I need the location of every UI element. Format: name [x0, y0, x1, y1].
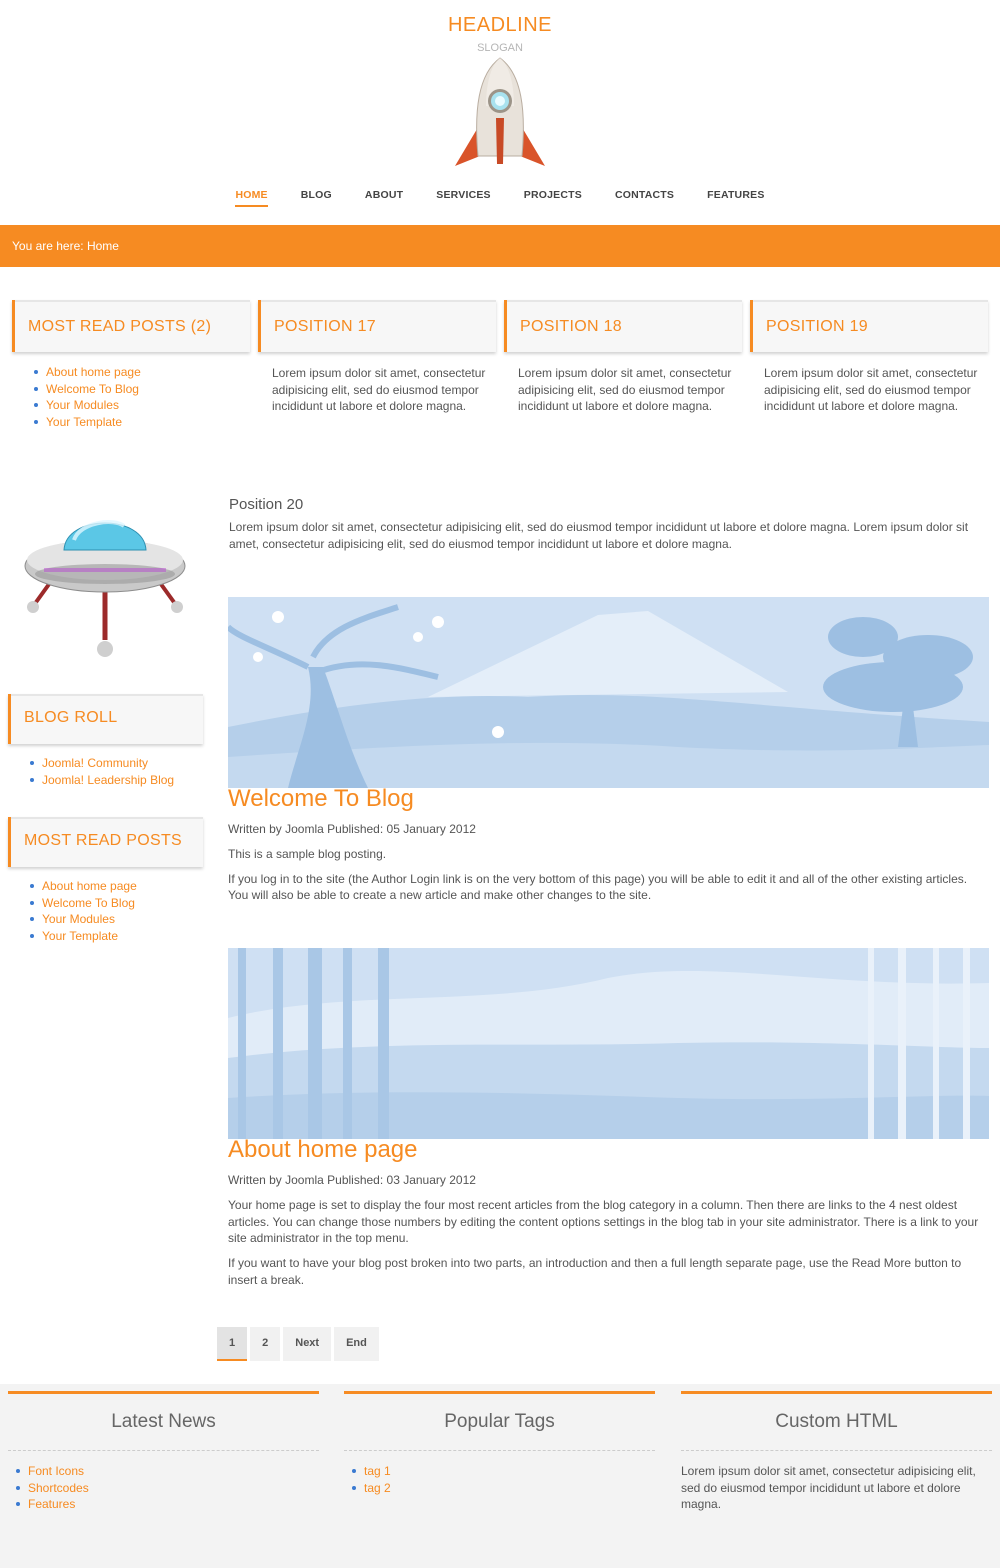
- position-18-module: [504, 300, 742, 415]
- list-item[interactable]: Your Modules: [30, 911, 203, 928]
- list-item[interactable]: Welcome To Blog: [34, 381, 250, 398]
- latest-news-module: [8, 1391, 319, 1513]
- position-19-module: [750, 300, 988, 415]
- module-title: Popular Tags: [344, 1394, 655, 1451]
- list-item[interactable]: About home page: [30, 878, 203, 895]
- module-header: [504, 300, 742, 352]
- end-page-button[interactable]: End: [334, 1327, 379, 1361]
- site-header: [0, 0, 1000, 225]
- module-text: Lorem ipsum dolor sit amet, consectetur adipisicing elit, sed do eiusmod tempor incididunt ut labore et dolore magna.: [764, 366, 978, 414]
- tag-item[interactable]: tag 1: [352, 1463, 655, 1480]
- nav-features[interactable]: FEATURES: [707, 189, 765, 201]
- link-list: [12, 352, 250, 431]
- article-paragraph: Your home page is set to display the four most recent articles from the blog category in a column. Then there are links to the 4 nest oldest articles. You can change those numbers by editing the content options settings in the blog tab in your site administrator. There is a link to your site administrator in the top menu.: [228, 1198, 979, 1246]
- next-page-button[interactable]: Next: [283, 1327, 331, 1361]
- footer: [0, 1384, 1000, 1568]
- nav-projects[interactable]: PROJECTS: [523, 189, 582, 201]
- module-header: [8, 817, 203, 867]
- list-item[interactable]: Welcome To Blog: [30, 895, 203, 912]
- sidebar-most-read-module: [8, 817, 203, 945]
- module-header: [8, 694, 203, 744]
- module-header: [258, 300, 496, 352]
- breadcrumb: [0, 225, 1000, 267]
- list-item[interactable]: Shortcodes: [16, 1480, 319, 1497]
- article-image-bamboo: [228, 948, 989, 1139]
- module-title: POSITION 19: [766, 318, 868, 335]
- article-title[interactable]: About home page: [228, 1136, 418, 1163]
- list-item[interactable]: Your Modules: [34, 397, 250, 414]
- module-title: MOST READ POSTS: [24, 832, 183, 849]
- module-text: Lorem ipsum dolor sit amet, consectetur adipisicing elit, sed do eiusmod tempor incididunt ut labore et dolore magna.: [681, 1464, 976, 1512]
- module-title: POSITION 17: [274, 318, 376, 335]
- position-20-text: Lorem ipsum dolor sit amet, consectetur adipisicing elit, sed do eiusmod tempor incididunt ut labore et dolore magna. Lorem ipsum dolor sit amet, consectetur adipisicing elit, sed do eiusmod tempor incididunt ut labore et dolore magna.: [229, 520, 969, 551]
- list-item[interactable]: Features: [16, 1496, 319, 1513]
- article-meta: Written by Joomla Published: 03 January 2012: [228, 1173, 476, 1187]
- link-list: [8, 867, 203, 945]
- module-text: Lorem ipsum dolor sit amet, consectetur adipisicing elit, sed do eiusmod tempor incididunt ut labore et dolore magna.: [518, 366, 732, 414]
- module-title: Latest News: [8, 1394, 319, 1451]
- article-title[interactable]: Welcome To Blog: [228, 785, 414, 812]
- module-text: Lorem ipsum dolor sit amet, consectetur adipisicing elit, sed do eiusmod tempor incididunt ut labore et dolore magna.: [272, 366, 486, 414]
- list-item[interactable]: Your Template: [30, 928, 203, 945]
- list-item[interactable]: Joomla! Leadership Blog: [30, 772, 203, 789]
- ufo-image: [22, 500, 188, 660]
- site-title[interactable]: HEADLINE: [447, 14, 553, 36]
- tag-item[interactable]: tag 2: [352, 1480, 655, 1497]
- list-item[interactable]: About home page: [34, 364, 250, 381]
- page-2-button[interactable]: 2: [250, 1327, 280, 1361]
- nav-home[interactable]: HOME: [219, 189, 284, 207]
- link-list: [8, 1451, 319, 1513]
- article-paragraph: This is a sample blog posting.: [228, 847, 387, 861]
- nav-blog[interactable]: BLOG: [300, 189, 332, 201]
- position-20-title: Position 20: [229, 496, 304, 513]
- module-header: [12, 300, 250, 352]
- module-title: Custom HTML: [681, 1394, 992, 1451]
- list-item[interactable]: Your Template: [34, 414, 250, 431]
- article-paragraph: If you want to have your blog post broken into two parts, an introduction and then a full length separate page, use the Read More button to insert a break.: [228, 1256, 962, 1287]
- article-body: [228, 1197, 989, 1297]
- popular-tags-module: [344, 1391, 655, 1496]
- pagination: [217, 1327, 379, 1361]
- link-list: [8, 744, 203, 788]
- nav-services[interactable]: SERVICES: [436, 189, 491, 201]
- most-read-posts-module: [12, 300, 250, 431]
- main-nav: [0, 189, 1000, 207]
- position-17-module: [258, 300, 496, 415]
- article-body: [228, 846, 989, 912]
- module-title: POSITION 18: [520, 318, 622, 335]
- nav-contacts[interactable]: CONTACTS: [614, 189, 675, 201]
- article-paragraph: If you log in to the site (the Author Login link is on the very bottom of this page) you will be able to edit it and all of the other existing articles. You will also be able to create a new article and make other changes to the site.: [228, 871, 968, 903]
- list-item[interactable]: Font Icons: [16, 1463, 319, 1480]
- custom-html-module: [681, 1391, 992, 1513]
- list-item[interactable]: Joomla! Community: [30, 755, 203, 772]
- page-1-button[interactable]: 1: [217, 1327, 247, 1361]
- article-meta: Written by Joomla Published: 05 January 2012: [228, 822, 476, 836]
- article-image-mountain: [228, 597, 989, 788]
- breadcrumb-text: You are here: Home: [12, 239, 119, 253]
- link-list: [344, 1451, 655, 1496]
- rocket-logo[interactable]: [450, 56, 550, 172]
- module-title: MOST READ POSTS (2): [28, 318, 212, 335]
- module-title: BLOG ROLL: [24, 709, 118, 726]
- nav-about[interactable]: ABOUT: [364, 189, 404, 201]
- site-slogan: SLOGAN: [477, 42, 523, 54]
- module-header: [750, 300, 988, 352]
- blog-roll-module: [8, 694, 203, 788]
